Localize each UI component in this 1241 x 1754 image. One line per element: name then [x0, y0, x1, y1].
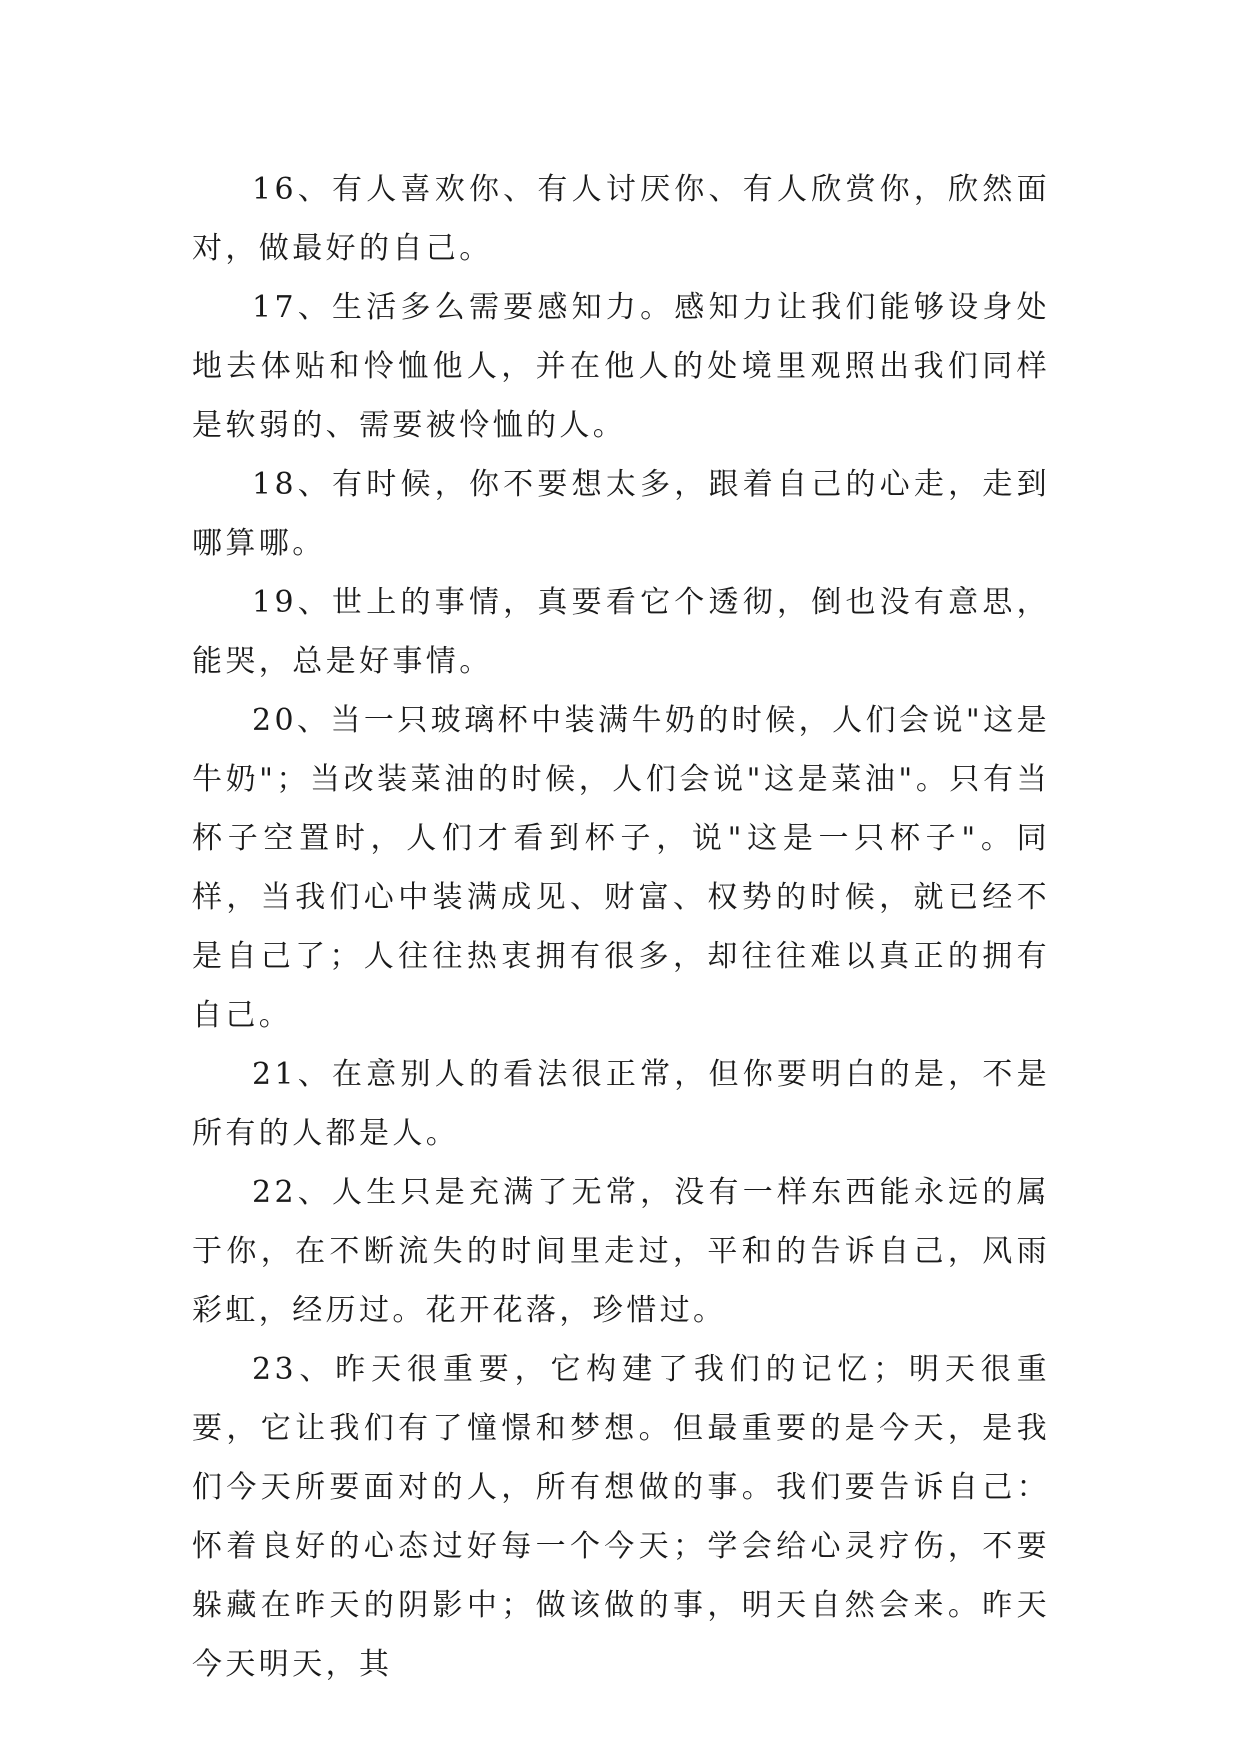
paragraph-23: 23、昨天很重要，它构建了我们的记忆；明天很重要，它让我们有了憧憬和梦想。但最重要的是今天，是我们今天所要面对的人，所有想做的事。我们要告诉自己：怀着良好的心态过好每一个今天；学会给心灵疗伤，不要躲藏在昨天的阴影中；做该做的事，明天自然会来。昨天今天明天，其	[192, 1352, 1050, 1682]
paragraph-18: 18、有时候，你不要想太多，跟着自己的心走，走到哪算哪。	[192, 467, 1050, 561]
document-body	[192, 160, 1050, 1694]
paragraph-22: 22、人生只是充满了无常，没有一样东西能永远的属于你，在不断流失的时间里走过，平和的告诉自己，风雨彩虹，经历过。花开花落，珍惜过。	[192, 1175, 1050, 1328]
paragraph-19: 19、世上的事情，真要看它个透彻，倒也没有意思，能哭，总是好事情。	[192, 585, 1050, 679]
paragraph-16: 16、有人喜欢你、有人讨厌你、有人欣赏你，欣然面对，做最好的自己。	[192, 172, 1050, 266]
paragraph-20: 20、当一只玻璃杯中装满牛奶的时候，人们会说"这是牛奶"；当改装菜油的时候，人们会说"这是菜油"。只有当杯子空置时，人们才看到杯子，说"这是一只杯子"。同样，当我们心中装满成见、财富、权势的时候，就已经不是自己了；人往往热衷拥有很多，却往往难以真正的拥有自己。	[192, 703, 1050, 1033]
paragraph-17: 17、生活多么需要感知力。感知力让我们能够设身处地去体贴和怜恤他人，并在他人的处境里观照出我们同样是软弱的、需要被怜恤的人。	[192, 290, 1050, 443]
paragraph-21: 21、在意别人的看法很正常，但你要明白的是，不是所有的人都是人。	[192, 1057, 1050, 1151]
